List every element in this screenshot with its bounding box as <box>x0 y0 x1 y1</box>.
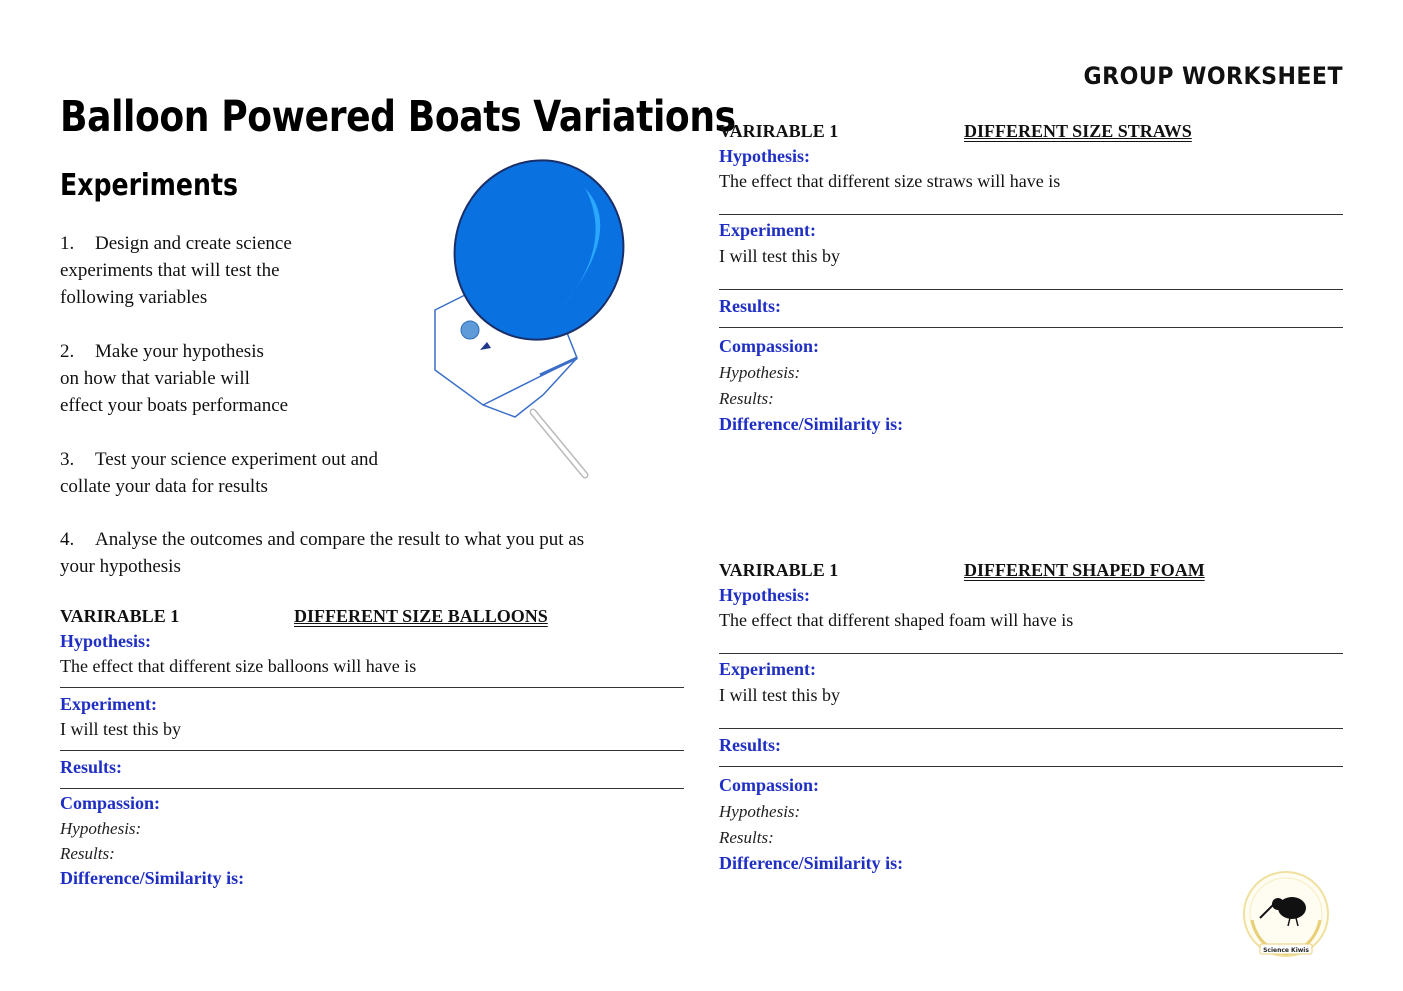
compassion-hypothesis: Hypothesis: <box>719 802 801 821</box>
compassion-label: Compassion: <box>719 336 820 356</box>
step-3: 3. Test your science experiment out and collate your data for results <box>60 449 379 497</box>
page-subtitle: Experiments <box>60 168 239 203</box>
hypothesis-text: The effect that different shaped foam will have is <box>719 610 1074 630</box>
hypothesis-label: Hypothesis: <box>719 585 811 605</box>
compassion-results: Results: <box>719 389 774 408</box>
compassion-hypothesis: Hypothesis: <box>719 363 801 382</box>
answer-line[interactable] <box>60 750 684 751</box>
experiment-text: I will test this by <box>60 719 181 739</box>
variable-section-balloons <box>60 604 684 891</box>
svg-text:Science Kiwis: Science Kiwis <box>1263 947 1309 954</box>
variable-label: VARIRABLE 1 <box>719 121 839 141</box>
variable-label: VARIRABLE 1 <box>60 606 180 626</box>
worksheet-tag: GROUP WORKSHEET <box>1083 62 1343 90</box>
step-2: 2. Make your hypothesis on how that variable will effect your boats performance <box>60 341 289 416</box>
hypothesis-text: The effect that different size straws will have is <box>719 171 1061 191</box>
compassion-hypothesis: Hypothesis: <box>60 819 142 838</box>
variable-section-foam <box>719 558 1343 876</box>
difference-label: Difference/Similarity is: <box>719 414 904 434</box>
answer-line[interactable] <box>719 289 1343 290</box>
kiwi-bird-logo <box>1238 868 1334 964</box>
answer-line[interactable] <box>719 327 1343 328</box>
answer-line[interactable] <box>719 728 1343 729</box>
variable-name: DIFFERENT SIZE BALLOONS <box>294 606 548 626</box>
balloon-boat-illustration <box>425 150 640 485</box>
hypothesis-label: Hypothesis: <box>60 631 152 651</box>
experiment-label: Experiment: <box>719 220 816 240</box>
compassion-label: Compassion: <box>719 775 820 795</box>
difference-label: Difference/Similarity is: <box>719 853 904 873</box>
variable-name: DIFFERENT SIZE STRAWS <box>964 121 1192 141</box>
difference-label: Difference/Similarity is: <box>60 868 245 888</box>
compassion-results: Results: <box>719 828 774 847</box>
variable-name: DIFFERENT SHAPED FOAM <box>964 560 1205 580</box>
answer-line[interactable] <box>719 214 1343 215</box>
variable-label: VARIRABLE 1 <box>719 560 839 580</box>
results-label: Results: <box>60 757 122 777</box>
answer-line[interactable] <box>719 766 1343 767</box>
results-label: Results: <box>719 735 781 755</box>
experiment-label: Experiment: <box>719 659 816 679</box>
hypothesis-label: Hypothesis: <box>719 146 811 166</box>
hypothesis-text: The effect that different size balloons will have is <box>60 656 417 676</box>
variable-section-straws <box>719 119 1343 437</box>
answer-line[interactable] <box>60 687 684 688</box>
compassion-results: Results: <box>60 844 115 863</box>
step-4: 4. Analyse the outcomes and compare the result to what you put as your hypothesis <box>60 529 585 577</box>
compassion-label: Compassion: <box>60 793 161 813</box>
answer-line[interactable] <box>60 788 684 789</box>
page-title: Balloon Powered Boats Variations <box>60 92 736 142</box>
experiment-label: Experiment: <box>60 694 157 714</box>
experiment-text: I will test this by <box>719 246 840 266</box>
experiment-text: I will test this by <box>719 685 840 705</box>
step-1: 1. Design and create science experiments that will test the following variables <box>60 233 292 308</box>
answer-line[interactable] <box>719 653 1343 654</box>
results-label: Results: <box>719 296 781 316</box>
